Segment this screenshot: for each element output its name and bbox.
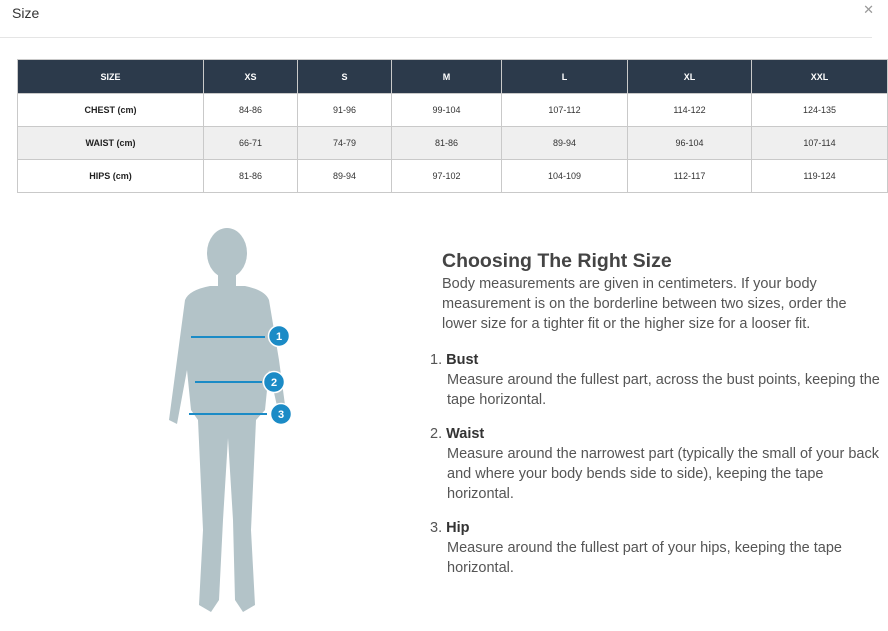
marker-waist: [264, 372, 285, 393]
size-chart-table: [17, 59, 888, 193]
step-title: Waist: [446, 426, 485, 442]
step-description: Measure around the fullest part, across the bust points, keeping the tape horizontal.: [447, 372, 880, 408]
step-number: 1.: [430, 352, 443, 368]
column-header: XXL: [752, 60, 888, 94]
table-cell: 66-71: [204, 127, 298, 160]
marker-label: 3: [277, 409, 285, 421]
marker-bust: [269, 326, 290, 347]
table-cell: 107-114: [752, 127, 888, 160]
marker-label: 1: [275, 331, 283, 343]
column-header: XS: [204, 60, 298, 94]
step-description: Measure around the narrowest part (typically the small of your back and where your body bends side to side), keeping the tape horizontal.: [447, 446, 879, 502]
table-cell: 81-86: [392, 127, 502, 160]
table-cell: 84-86: [204, 94, 298, 127]
table-cell: 74-79: [298, 127, 392, 160]
step-title: Bust: [446, 352, 479, 368]
column-header: S: [298, 60, 392, 94]
guide-title: Choosing The Right Size: [442, 250, 672, 272]
column-header: XL: [628, 60, 752, 94]
close-icon[interactable]: ✕: [863, 2, 874, 17]
marker-hip: [271, 404, 292, 425]
guide-intro: Body measurements are given in centimeters. If your body measurement is on the borderline between two sizes, order the lower size for a tighter fit or the higher size for a looser fit.: [442, 276, 847, 332]
table-cell: 96-104: [628, 127, 752, 160]
step-heading: [430, 350, 880, 370]
step-number: 3.: [430, 520, 443, 536]
row-label: HIPS (cm): [18, 160, 204, 193]
column-header: L: [502, 60, 628, 94]
table-cell: 97-102: [392, 160, 502, 193]
step-hip: [430, 518, 880, 578]
column-header: SIZE: [18, 60, 204, 94]
step-heading: [430, 518, 880, 538]
table-cell: 81-86: [204, 160, 298, 193]
row-label: CHEST (cm): [18, 94, 204, 127]
modal-title: Size: [12, 5, 40, 21]
table-cell: 112-117: [628, 160, 752, 193]
table-cell: 119-124: [752, 160, 888, 193]
step-heading: [430, 424, 880, 444]
table-header-row: [18, 60, 888, 94]
table-cell: 114-122: [628, 94, 752, 127]
step-number: 2.: [430, 426, 443, 442]
table-cell: 107-112: [502, 94, 628, 127]
step-bust: [430, 350, 880, 410]
measurement-steps: [430, 350, 880, 578]
modal-header: [0, 0, 872, 38]
marker-label: 2: [270, 377, 278, 389]
table-row: [18, 127, 888, 160]
table-cell: 91-96: [298, 94, 392, 127]
body-measurement-figure: [155, 220, 305, 620]
step-description: Measure around the fullest part of your hips, keeping the tape horizontal.: [447, 540, 842, 576]
table-cell: 89-94: [502, 127, 628, 160]
table-cell: 99-104: [392, 94, 502, 127]
column-header: M: [392, 60, 502, 94]
table-row: [18, 160, 888, 193]
step-waist: [430, 424, 880, 504]
table-cell: 89-94: [298, 160, 392, 193]
size-guide: [430, 248, 880, 592]
row-label: WAIST (cm): [18, 127, 204, 160]
table-cell: 104-109: [502, 160, 628, 193]
step-title: Hip: [446, 520, 470, 536]
body-silhouette: [169, 228, 287, 612]
table-row: [18, 94, 888, 127]
table-cell: 124-135: [752, 94, 888, 127]
